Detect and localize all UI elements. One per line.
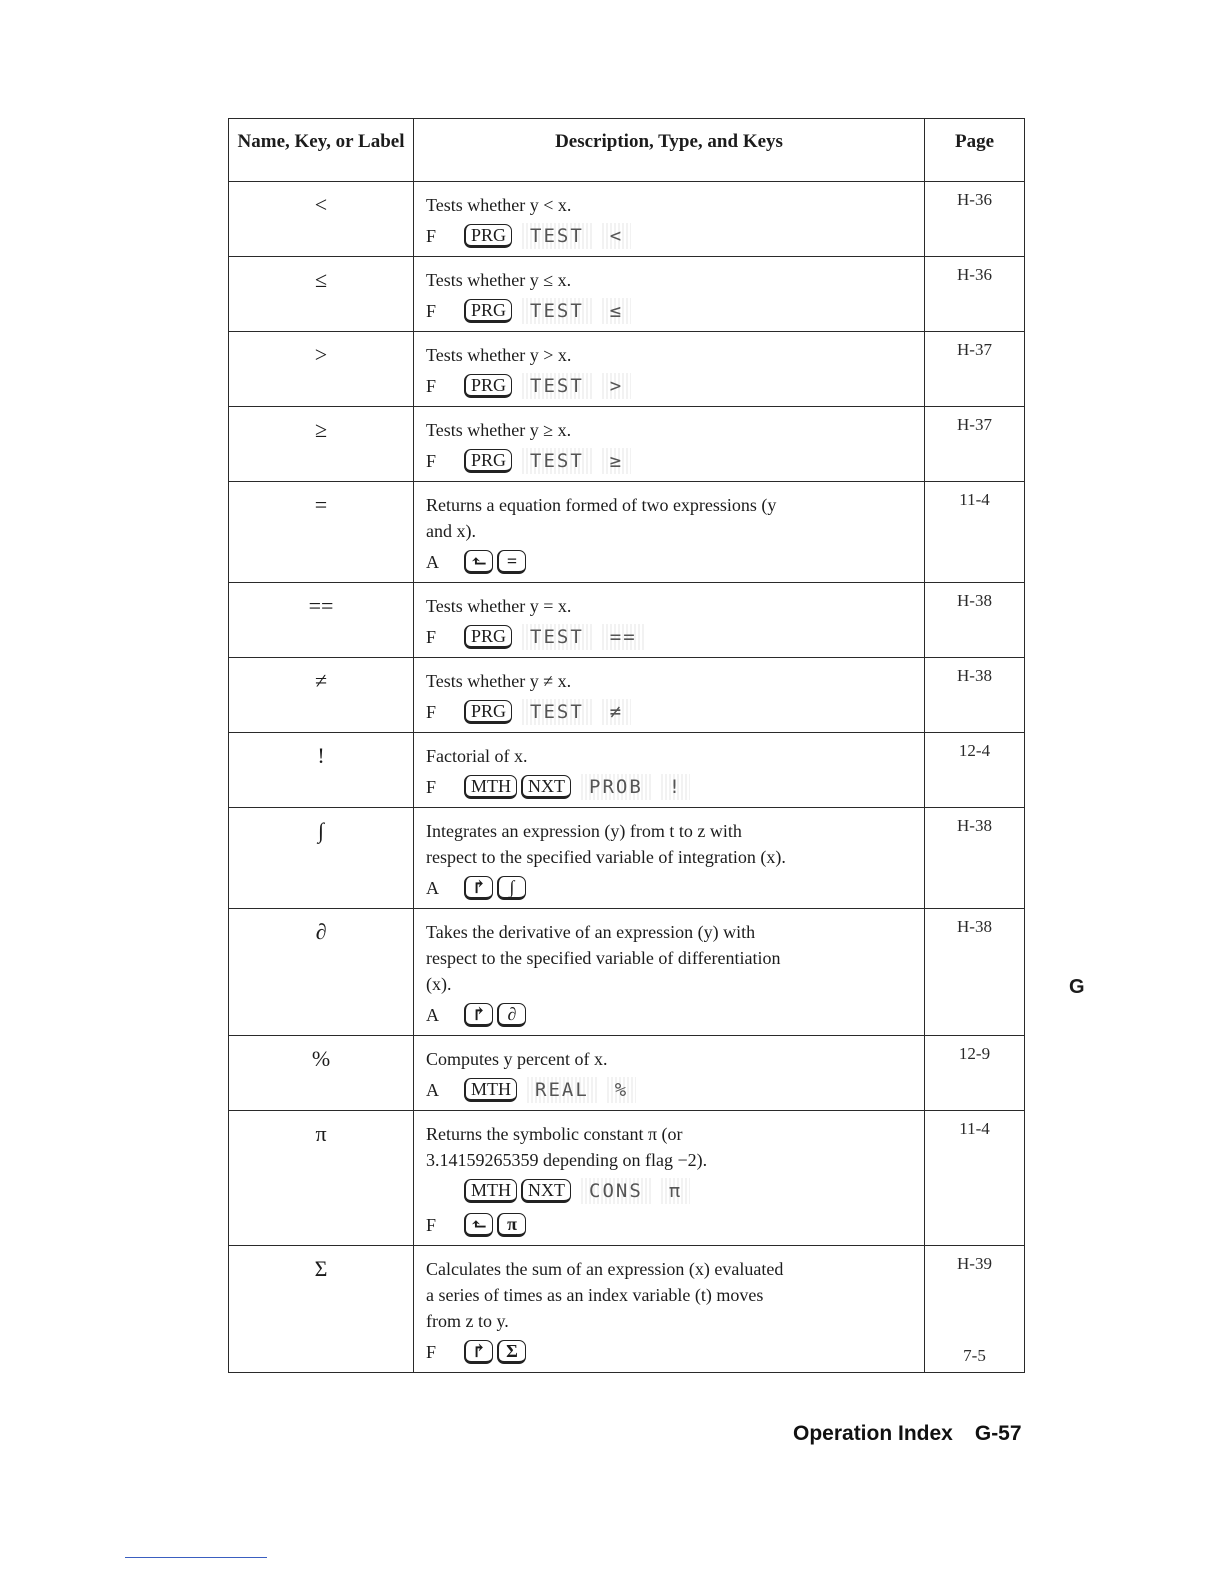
operation-name: ≤ xyxy=(229,257,414,332)
calculator-key-icon: ∫ xyxy=(497,876,526,900)
description-line: Tests whether y > x. xyxy=(426,345,572,365)
table-row xyxy=(229,583,1025,658)
menu-label: TEST xyxy=(522,448,592,474)
table-row xyxy=(229,733,1025,808)
table-row xyxy=(229,1111,1025,1246)
key-sequence xyxy=(426,1209,912,1241)
description-line: Calculates the sum of an expression (x) evaluated xyxy=(426,1259,784,1279)
table-row xyxy=(229,332,1025,407)
calculator-key: MTH xyxy=(464,1179,517,1203)
operation-description xyxy=(414,182,925,257)
description-line: Computes y percent of x. xyxy=(426,1049,608,1069)
calculator-key-icon: = xyxy=(497,550,526,574)
key-sequence xyxy=(426,546,912,578)
table-row xyxy=(229,1036,1025,1111)
operation-description xyxy=(414,482,925,583)
calculator-key: PRG xyxy=(464,449,512,473)
description-line: Factorial of x. xyxy=(426,746,528,766)
operation-type: F xyxy=(426,226,437,246)
operation-description xyxy=(414,1111,925,1246)
section-tab-letter: G xyxy=(1069,976,1085,998)
key-sequence xyxy=(426,1175,912,1207)
header-description: Description, Type, and Keys xyxy=(414,119,925,182)
key-sequence xyxy=(426,370,912,402)
header-page: Page xyxy=(925,119,1025,182)
key-sequence xyxy=(426,295,912,327)
page-number: H-37 xyxy=(957,340,992,359)
description-line: from z to y. xyxy=(426,1311,509,1331)
page-number: H-38 xyxy=(957,591,992,610)
page-number: H-38 xyxy=(957,816,992,835)
operation-name: % xyxy=(229,1036,414,1111)
menu-label: PROB xyxy=(581,774,651,800)
description-line: a series of times as an index variable (t) moves xyxy=(426,1285,764,1305)
operation-type: A xyxy=(426,552,439,572)
description-line: Returns the symbolic constant π (or xyxy=(426,1124,683,1144)
description-line: Tests whether y ≠ x. xyxy=(426,671,572,691)
operation-type: F xyxy=(426,1215,437,1235)
menu-label: CONS xyxy=(581,1178,651,1204)
calculator-key: NXT xyxy=(521,1179,571,1203)
page-reference xyxy=(925,733,1025,808)
operation-description xyxy=(414,1036,925,1111)
description-line: Tests whether y ≥ x. xyxy=(426,420,572,440)
calculator-key-icon: ↱ xyxy=(464,876,493,900)
calculator-key-icon: ∂ xyxy=(497,1003,526,1027)
operation-name: = xyxy=(229,482,414,583)
page-reference xyxy=(925,257,1025,332)
operation-type: F xyxy=(426,1342,437,1362)
page-reference xyxy=(925,658,1025,733)
menu-label: < xyxy=(602,223,631,249)
calculator-key-icon: ⬑ xyxy=(464,1213,493,1237)
operation-type: A xyxy=(426,1080,439,1100)
page-number: 11-4 xyxy=(959,1119,990,1138)
operation-description xyxy=(414,1246,925,1373)
operation-name: π xyxy=(229,1111,414,1246)
page-reference xyxy=(925,909,1025,1036)
operation-type: F xyxy=(426,702,437,722)
operation-description xyxy=(414,583,925,658)
page-reference xyxy=(925,182,1025,257)
operation-description xyxy=(414,733,925,808)
calculator-key-icon: ⬑ xyxy=(464,550,493,574)
operation-type: F xyxy=(426,777,437,797)
operation-type: F xyxy=(426,451,437,471)
operation-description xyxy=(414,407,925,482)
table-row xyxy=(229,808,1025,909)
menu-label: TEST xyxy=(522,373,592,399)
page-reference xyxy=(925,808,1025,909)
page-reference xyxy=(925,1246,1025,1373)
page-reference xyxy=(925,583,1025,658)
menu-label: TEST xyxy=(522,699,592,725)
calculator-key: MTH xyxy=(464,1078,517,1102)
operation-name: == xyxy=(229,583,414,658)
operation-name: ∂ xyxy=(229,909,414,1036)
calculator-key: PRG xyxy=(464,299,512,323)
page-number: H-36 xyxy=(957,190,992,209)
page-number: H-38 xyxy=(957,917,992,936)
description-line: Returns a equation formed of two expressions (y xyxy=(426,495,777,515)
menu-label: ≤ xyxy=(602,298,631,324)
operation-name: Σ xyxy=(229,1246,414,1373)
calculator-key: PRG xyxy=(464,374,512,398)
operation-name: ≥ xyxy=(229,407,414,482)
menu-label: TEST xyxy=(522,223,592,249)
table-row xyxy=(229,257,1025,332)
menu-label: TEST xyxy=(522,624,592,650)
menu-label: ≠ xyxy=(602,699,631,725)
operation-index-table xyxy=(228,118,1025,1373)
operation-name: > xyxy=(229,332,414,407)
calculator-key-icon: π xyxy=(497,1213,526,1237)
operation-type: A xyxy=(426,878,439,898)
calculator-key: PRG xyxy=(464,700,512,724)
page-footer xyxy=(793,1422,1022,1446)
calculator-key: NXT xyxy=(521,775,571,799)
description-line: respect to the specified variable of differentiation xyxy=(426,948,781,968)
operation-type: F xyxy=(426,301,437,321)
calculator-key: MTH xyxy=(464,775,517,799)
description-line: respect to the specified variable of integration (x). xyxy=(426,847,786,867)
operation-name: ! xyxy=(229,733,414,808)
page-number: H-37 xyxy=(957,415,992,434)
key-sequence xyxy=(426,1336,912,1368)
operation-type: A xyxy=(426,1005,439,1025)
bottom-rule xyxy=(125,1557,267,1558)
description-line: Tests whether y = x. xyxy=(426,596,572,616)
description-line: Integrates an expression (y) from t to z with xyxy=(426,821,742,841)
page-number: 12-4 xyxy=(958,741,991,760)
header-name: Name, Key, or Label xyxy=(229,119,414,182)
key-sequence xyxy=(426,872,912,904)
menu-label: π xyxy=(661,1178,690,1204)
table-row xyxy=(229,482,1025,583)
operation-type: F xyxy=(426,627,437,647)
menu-label: TEST xyxy=(522,298,592,324)
key-sequence xyxy=(426,771,912,803)
calculator-key-icon: ↱ xyxy=(464,1340,493,1364)
key-sequence xyxy=(426,1074,912,1106)
description-line: Tests whether y ≤ x. xyxy=(426,270,572,290)
menu-label: == xyxy=(602,624,645,650)
page-number: H-38 xyxy=(957,666,992,685)
description-line: and x). xyxy=(426,521,476,541)
table-row xyxy=(229,909,1025,1036)
table-header-row xyxy=(229,119,1025,182)
operation-name: ∫ xyxy=(229,808,414,909)
operation-description xyxy=(414,658,925,733)
page-number: H-36 xyxy=(957,265,992,284)
calculator-key-icon: Σ xyxy=(497,1340,526,1364)
page-reference xyxy=(925,1036,1025,1111)
calculator-key: PRG xyxy=(464,625,512,649)
table-row xyxy=(229,1246,1025,1373)
key-sequence xyxy=(426,999,912,1031)
key-sequence xyxy=(426,696,912,728)
menu-label: ≥ xyxy=(602,448,631,474)
menu-label: % xyxy=(607,1077,636,1103)
description-line: Takes the derivative of an expression (y) with xyxy=(426,922,756,942)
menu-label: REAL xyxy=(527,1077,597,1103)
table-body xyxy=(229,182,1025,1373)
operation-name: ≠ xyxy=(229,658,414,733)
menu-label: ! xyxy=(661,774,690,800)
menu-label: > xyxy=(602,373,631,399)
description-line: (x). xyxy=(426,974,452,994)
operation-name: < xyxy=(229,182,414,257)
calculator-key-icon: ↱ xyxy=(464,1003,493,1027)
page-number: 12-9 xyxy=(958,1044,991,1063)
operation-description xyxy=(414,257,925,332)
key-sequence xyxy=(426,220,912,252)
description-line: Tests whether y < x. xyxy=(426,195,572,215)
operation-description xyxy=(414,909,925,1036)
page-reference xyxy=(925,482,1025,583)
calculator-key: PRG xyxy=(464,224,512,248)
page-number: H-39 xyxy=(957,1254,992,1273)
table-row xyxy=(229,658,1025,733)
page-reference xyxy=(925,407,1025,482)
footer-page-number: G-57 xyxy=(974,1422,1022,1445)
key-sequence xyxy=(426,445,912,477)
key-sequence xyxy=(426,621,912,653)
description-line: 3.14159265359 depending on flag −2). xyxy=(426,1150,708,1170)
operation-description xyxy=(414,332,925,407)
table-row xyxy=(229,182,1025,257)
operation-description xyxy=(414,808,925,909)
page-number-secondary: 7-5 xyxy=(963,1346,986,1365)
page-reference xyxy=(925,1111,1025,1246)
footer-title: Operation Index xyxy=(793,1422,953,1445)
page-number: 11-4 xyxy=(959,490,990,509)
operation-type: F xyxy=(426,376,437,396)
page-reference xyxy=(925,332,1025,407)
table-row xyxy=(229,407,1025,482)
